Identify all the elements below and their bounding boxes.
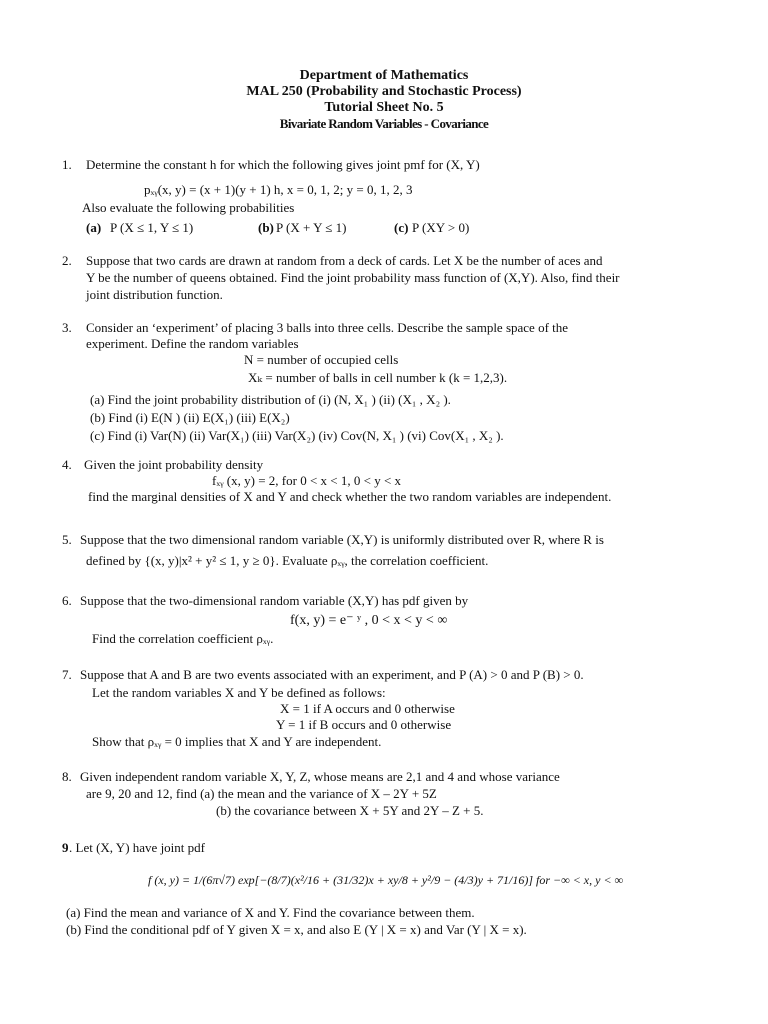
- department-title: Department of Mathematics: [299, 68, 469, 83]
- question-text: are 9, 20 and 12, find (a) the mean and the variance of X – 2Y + 5Z: [86, 786, 437, 801]
- variable-definition: Xₖ = number of balls in cell number k (k = 1,2,3).: [248, 370, 508, 385]
- question-number: 1.: [62, 157, 72, 172]
- question-text: Determine the constant h for which the following gives joint pmf for (X, Y): [86, 157, 480, 172]
- question-number: 3.: [62, 320, 72, 335]
- question-text: Find the correlation coefficient ρₓᵧ.: [92, 631, 274, 646]
- part-a: (a) Find the joint probability distribution of (i) (N, X₁ ) (ii) (X₁ , X₂ ).: [90, 392, 451, 407]
- sheet-header: [0, 68, 768, 132]
- probability-a: P (X ≤ 1, Y ≤ 1): [110, 220, 194, 235]
- question-text: Show that ρₓᵧ = 0 implies that X and Y are independent.: [92, 734, 382, 749]
- sheet-number: Tutorial Sheet No. 5: [324, 100, 444, 115]
- part-label: (a): [86, 220, 102, 235]
- question-text: Given independent random variable X, Y, Z, whose means are 2,1 and 4 and whose variance: [80, 769, 560, 784]
- part-label: (b): [258, 220, 274, 235]
- part-b: (b) Find the conditional pdf of Y given X = x, and also E (Y | X = x) and Var (Y | X = x).: [66, 922, 527, 937]
- variable-definition: N = number of occupied cells: [244, 352, 399, 367]
- question-number: 4.: [62, 457, 72, 472]
- question-text: Suppose that the two-dimensional random variable (X,Y) has pdf given by: [80, 593, 469, 608]
- pdf-formula: f(x, y) = e⁻ ʸ , 0 < x < y < ∞: [290, 613, 448, 628]
- topic-title: Bivariate Random Variables - Covariance: [279, 116, 489, 131]
- variable-definition: Y = 1 if B occurs and 0 otherwise: [276, 717, 452, 732]
- question-number: 6.: [62, 593, 72, 608]
- joint-pdf-formula: f (x, y) = 1/(6π√7) exp[−(8/7)(x²/16 + (31/32)x + xy/8 + y²/9 − (4/3)y + 71/16)] for −∞ < x, y < ∞: [148, 873, 624, 887]
- part-c: (c) Find (i) Var(N) (ii) Var(X₁) (iii) Var(X₂) (iv) Cov(N, X₁ ) (vi) Cov(X₁ , X₂ ).: [90, 428, 504, 443]
- question-text: Also evaluate the following probabilities: [82, 200, 295, 215]
- question-text: . Let (X, Y) have joint pdf: [69, 840, 205, 855]
- variable-definition: X = 1 if A occurs and 0 otherwise: [280, 701, 455, 716]
- density-formula: fₓᵧ (x, y) = 2, for 0 < x < 1, 0 < y < x: [212, 473, 402, 488]
- question-text: Suppose that two cards are drawn at random from a deck of cards. Let X be the number of aces and: [86, 253, 603, 268]
- part-b: (b) Find (i) E(N ) (ii) E(X₁) (iii) E(X₂): [90, 410, 290, 425]
- question-text: Consider an ‘experiment’ of placing 3 balls into three cells. Describe the sample space of the: [86, 320, 569, 335]
- question-text: experiment. Define the random variables: [86, 336, 299, 351]
- question-text: joint distribution function.: [86, 287, 223, 302]
- question-number: 9: [62, 840, 69, 855]
- probability-b: P (X + Y ≤ 1): [276, 220, 347, 235]
- course-title: MAL 250 (Probability and Stochastic Process): [246, 84, 522, 99]
- question-number: 7.: [62, 667, 72, 682]
- question-text: Suppose that the two dimensional random variable (X,Y) is uniformly distributed over R, where R is: [80, 532, 604, 547]
- question-text: find the marginal densities of X and Y and check whether the two random variables are independent.: [88, 489, 612, 504]
- question-text: defined by {(x, y)|x² + y² ≤ 1, y ≥ 0}. Evaluate ρₓᵧ, the correlation coefficient.: [86, 553, 489, 568]
- pmf-formula: pₓᵧ(x, y) = (x + 1)(y + 1) h, x = 0, 1, 2; y = 0, 1, 2, 3: [144, 182, 413, 197]
- question-text: (b) the covariance between X + 5Y and 2Y – Z + 5.: [216, 803, 484, 818]
- part-label: (c): [394, 220, 409, 235]
- question-text: Let the random variables X and Y be defined as follows:: [92, 685, 386, 700]
- question-text: Given the joint probability density: [84, 457, 264, 472]
- question-number: 8.: [62, 769, 72, 784]
- probability-c: P (XY > 0): [412, 220, 470, 235]
- question-text: Suppose that A and B are two events associated with an experiment, and P (A) > 0 and P (B) > 0.: [80, 667, 584, 682]
- part-a: (a) Find the mean and variance of X and Y. Find the covariance between them.: [66, 905, 475, 920]
- question-number: 5.: [62, 532, 72, 547]
- question-text: Y be the number of queens obtained. Find the joint probability mass function of (X,Y). Also, find their: [86, 270, 620, 285]
- question-number: 2.: [62, 253, 72, 268]
